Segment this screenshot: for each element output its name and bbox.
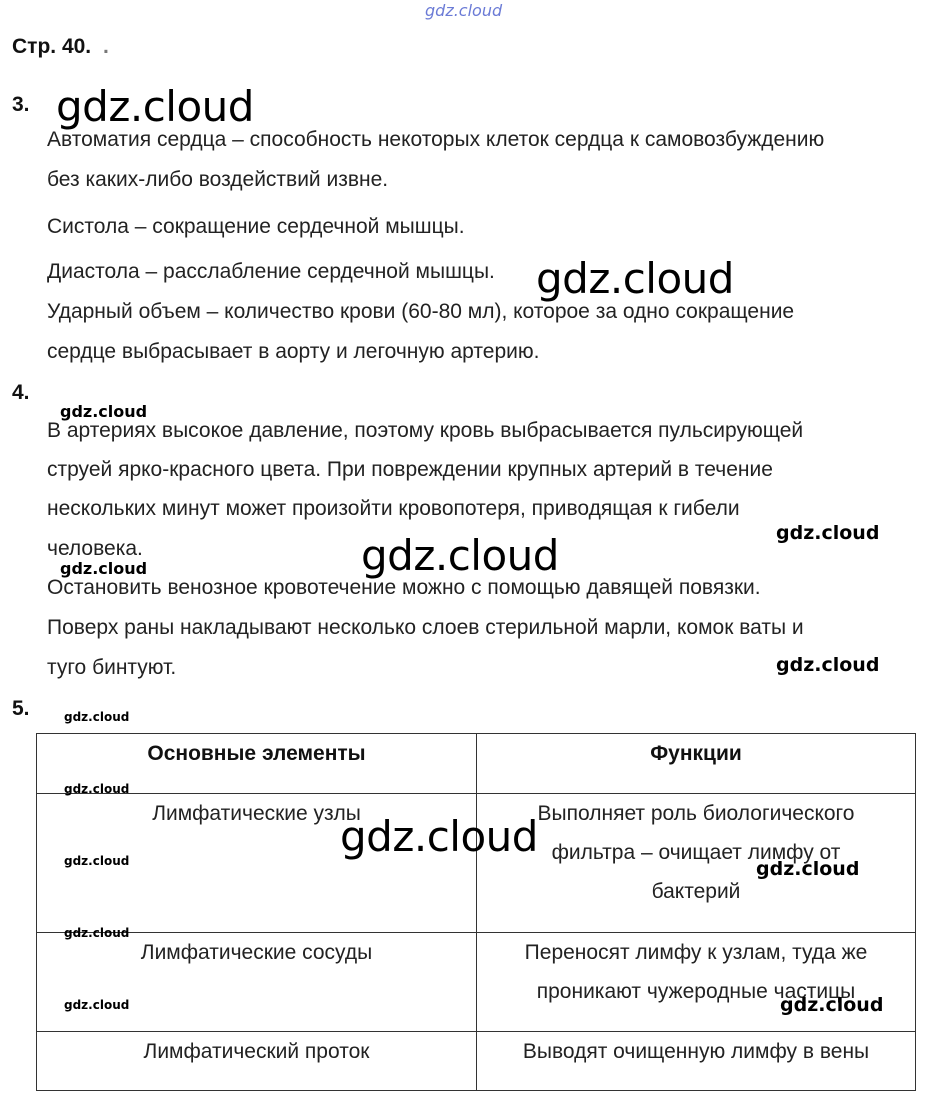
section-number-4: 4.	[12, 381, 30, 404]
watermark: gdz.cloud	[64, 710, 130, 724]
watermark: gdz.cloud	[756, 858, 860, 880]
section-4-line: Поверх раны накладывают несколько слоев стерильной марли, комок ваты и	[47, 616, 804, 639]
function-line: фильтра – очищает лимфу от	[551, 841, 841, 864]
watermark-top: gdz.cloud	[425, 1, 503, 20]
lymph-system-table	[36, 733, 916, 1091]
section-4-line: Остановить венозное кровотечение можно с помощью давящей повязки.	[47, 576, 761, 599]
table-cell-element: Лимфатический проток	[37, 1032, 477, 1091]
page-title-dot: .	[103, 35, 109, 58]
table-cell-function	[477, 933, 916, 1032]
section-number-3: 3.	[12, 93, 30, 116]
watermark: gdz.cloud	[60, 402, 148, 421]
section-3-line: Систола – сокращение сердечной мышцы.	[47, 215, 465, 238]
table-row	[37, 1032, 916, 1091]
watermark: gdz.cloud	[64, 998, 130, 1012]
function-line: Переносят лимфу к узлам, туда же	[524, 941, 868, 964]
watermark: gdz.cloud	[340, 812, 538, 861]
table-row	[37, 933, 916, 1032]
section-3-line: без каких-либо воздействий извне.	[47, 168, 389, 191]
section-4-line: человека.	[47, 537, 143, 560]
watermark: gdz.cloud	[56, 82, 254, 131]
table-header-functions: Функции	[477, 734, 916, 794]
section-4-line: В артериях высокое давление, поэтому кровь выбрасывается пульсирующей	[47, 419, 804, 442]
section-3-line: Диастола – расслабление сердечной мышцы.	[47, 260, 495, 283]
watermark: gdz.cloud	[776, 654, 880, 676]
watermark: gdz.cloud	[64, 782, 130, 796]
section-4-line: струей ярко-красного цвета. При повреждении крупных артерий в течение	[47, 458, 773, 481]
section-3-line: Автоматия сердца – способность некоторых клеток сердца к самовозбуждению	[47, 128, 825, 151]
table-cell-function	[477, 1032, 916, 1091]
function-line: проникают чужеродные частицы	[536, 980, 856, 1003]
watermark: gdz.cloud	[776, 522, 880, 544]
watermark: gdz.cloud	[780, 994, 884, 1016]
table-cell-element: Лимфатические сосуды	[37, 933, 477, 1032]
watermark: gdz.cloud	[361, 531, 559, 580]
table-header-elements: Основные элементы	[37, 734, 477, 794]
page-title: Стр. 40.	[12, 35, 92, 58]
function-line: бактерий	[651, 880, 741, 903]
section-3-line: Ударный объем – количество крови (60-80 мл), которое за одно сокращение	[47, 300, 795, 323]
function-line: Выводят очищенную лимфу в вены	[522, 1040, 870, 1063]
watermark: gdz.cloud	[64, 926, 130, 940]
table-header-row	[37, 734, 916, 794]
section-number-5: 5.	[12, 697, 30, 720]
section-3-line: сердце выбрасывает в аорту и легочную артерию.	[47, 340, 540, 363]
function-line: Выполняет роль биологического	[537, 802, 855, 825]
section-4-line: нескольких минут может произойти кровопотеря, приводящая к гибели	[47, 497, 740, 520]
section-4-line: туго бинтуют.	[47, 656, 177, 679]
watermark: gdz.cloud	[536, 254, 734, 303]
table-cell-element: Лимфатические узлы	[37, 794, 477, 933]
watermark: gdz.cloud	[60, 559, 148, 578]
watermark: gdz.cloud	[64, 854, 130, 868]
